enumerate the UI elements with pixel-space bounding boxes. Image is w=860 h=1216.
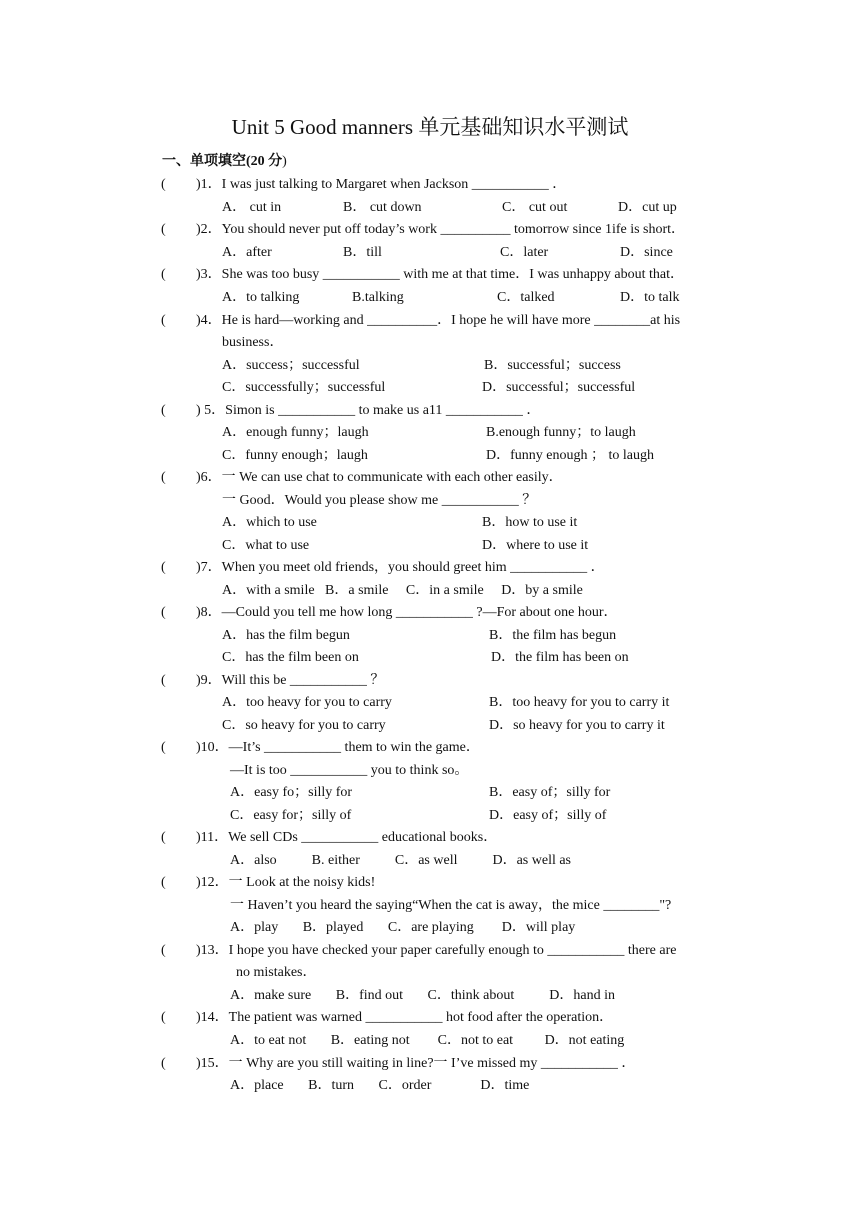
question-10-option-a: A．easy fo；silly for: [230, 785, 353, 800]
section-heading-close: ): [282, 154, 287, 169]
question-8-option-c: C．has the film been on: [222, 650, 359, 665]
answer-paren: (: [161, 740, 166, 755]
question-11-stem: )11．We sell CDs ___________ educational books．: [196, 830, 498, 845]
answer-paren: (: [161, 943, 166, 958]
section-heading-label: 一、单项填空(20 分: [162, 154, 283, 169]
question-1-option-c: C． cut out: [502, 200, 568, 215]
question-10-stem-cont: —It is too ___________ you to think so。: [230, 763, 469, 778]
question-15-stem: )15．一 Why are you still waiting in line?一 I’ve missed my ___________ ．: [196, 1056, 636, 1071]
question-11-options: A．also B. either C．as well D．as well as: [230, 853, 572, 868]
question-9-option-c: C．so heavy for you to carry: [222, 718, 386, 733]
question-6-stem-cont: 一 Good．Would you please show me ___________ ？: [222, 493, 537, 508]
question-7-stem: )7．When you meet old friends，you should greet him ___________ ．: [196, 560, 605, 575]
question-4-option-c: C．successfully；successful: [222, 380, 386, 395]
question-1-option-d: D．cut up: [618, 200, 677, 215]
question-6-option-a: A．which to use: [222, 515, 317, 530]
question-13-stem-cont: no mistakes．: [236, 965, 317, 980]
question-10-stem: )10．—It’s ___________ them to win the game．: [196, 740, 480, 755]
question-9-option-b: B．too heavy for you to carry it: [489, 695, 670, 710]
question-3-option-a: A．to talking: [222, 290, 300, 305]
question-8-stem: )8．—Could you tell me how long ___________ ?—For about one hour．: [196, 605, 618, 620]
answer-paren: (: [161, 875, 166, 890]
answer-paren: (: [161, 177, 166, 192]
question-14-stem: )14．The patient was warned ___________ hot food after the operation．: [196, 1010, 614, 1025]
answer-paren: (: [161, 403, 166, 418]
question-8-option-a: A．has the film begun: [222, 628, 350, 643]
section-heading: [162, 152, 287, 172]
question-3-option-c: C．talked: [497, 290, 555, 305]
question-7-options: A．with a smile B．a smile C．in a smile D．by a smile: [222, 583, 583, 598]
answer-paren: (: [161, 313, 166, 328]
question-8-option-b: B．the film has begun: [489, 628, 617, 643]
question-4-stem-cont: business．: [222, 335, 284, 350]
question-4-option-a: A．success；successful: [222, 358, 360, 373]
question-1-option-a: A． cut in: [222, 200, 282, 215]
question-5-option-a: A．enough funny；laugh: [222, 425, 369, 440]
question-6-option-c: C．what to use: [222, 538, 310, 553]
question-12-stem: )12．一 Look at the noisy kids!: [196, 875, 376, 890]
answer-paren: (: [161, 1010, 166, 1025]
question-3-option-b: B.talking: [352, 290, 404, 305]
question-6-option-d: D．where to use it: [482, 538, 589, 553]
question-14-options: A．to eat not B．eating not C．not to eat D．not eating: [230, 1033, 625, 1048]
question-13-stem: )13．I hope you have checked your paper carefully enough to ___________ there are: [196, 943, 677, 958]
answer-paren: (: [161, 267, 166, 282]
question-12-stem-cont: 一 Haven’t you heard the saying“When the cat is away，the mice ________"?: [230, 898, 672, 913]
answer-paren: (: [161, 560, 166, 575]
question-6-option-b: B．how to use it: [482, 515, 578, 530]
question-5-option-c: C．funny enough；laugh: [222, 448, 368, 463]
question-4-stem: )4．He is hard—working and __________．I hope he will have more ________at his: [196, 313, 681, 328]
question-4-option-b: B．successful；success: [484, 358, 621, 373]
question-1-option-b: B． cut down: [343, 200, 422, 215]
answer-paren: (: [161, 673, 166, 688]
question-8-option-d: D．the film has been on: [491, 650, 629, 665]
question-2-option-d: D．since: [620, 245, 673, 260]
question-10-option-c: C．easy for；silly of: [230, 808, 352, 823]
question-6-stem: )6．一 We can use chat to communicate with each other easily．: [196, 470, 563, 485]
answer-paren: (: [161, 605, 166, 620]
question-2-stem: )2．You should never put off today’s work __________ tomorrow since 1ife is short．: [196, 222, 686, 237]
question-13-options: A．make sure B．find out C．think about D．hand in: [230, 988, 615, 1003]
question-9-option-a: A．too heavy for you to carry: [222, 695, 392, 710]
question-2-option-b: B．till: [343, 245, 382, 260]
question-10-option-b: B．easy of；silly for: [489, 785, 611, 800]
question-5-option-d: D．funny enough ； to laugh: [486, 448, 654, 463]
question-9-stem: )9．Will this be ___________ ？: [196, 673, 385, 688]
question-15-options: A．place B．turn C．order D．time: [230, 1078, 530, 1093]
answer-paren: (: [161, 1056, 166, 1071]
question-3-stem: )3．She was too busy ___________ with me at that time．I was unhappy about that．: [196, 267, 684, 282]
question-10-option-d: D．easy of；silly of: [489, 808, 607, 823]
answer-paren: (: [161, 470, 166, 485]
answer-paren: (: [161, 830, 166, 845]
question-5-option-b: B.enough funny；to laugh: [486, 425, 636, 440]
question-1-stem: )1．I was just talking to Margaret when Jackson ___________ ．: [196, 177, 567, 192]
page-title: Unit 5 Good manners 单元基础知识水平测试: [231, 115, 629, 139]
question-5-stem: ) 5．Simon is ___________ to make us a11 ___________ ．: [196, 403, 541, 418]
question-2-option-a: A．after: [222, 245, 272, 260]
answer-paren: (: [161, 222, 166, 237]
question-2-option-c: C．later: [500, 245, 549, 260]
question-4-option-d: D．successful；successful: [482, 380, 636, 395]
question-3-option-d: D．to talk: [620, 290, 680, 305]
question-9-option-d: D．so heavy for you to carry it: [489, 718, 665, 733]
question-12-options: A．play B．played C．are playing D．will play: [230, 920, 576, 935]
